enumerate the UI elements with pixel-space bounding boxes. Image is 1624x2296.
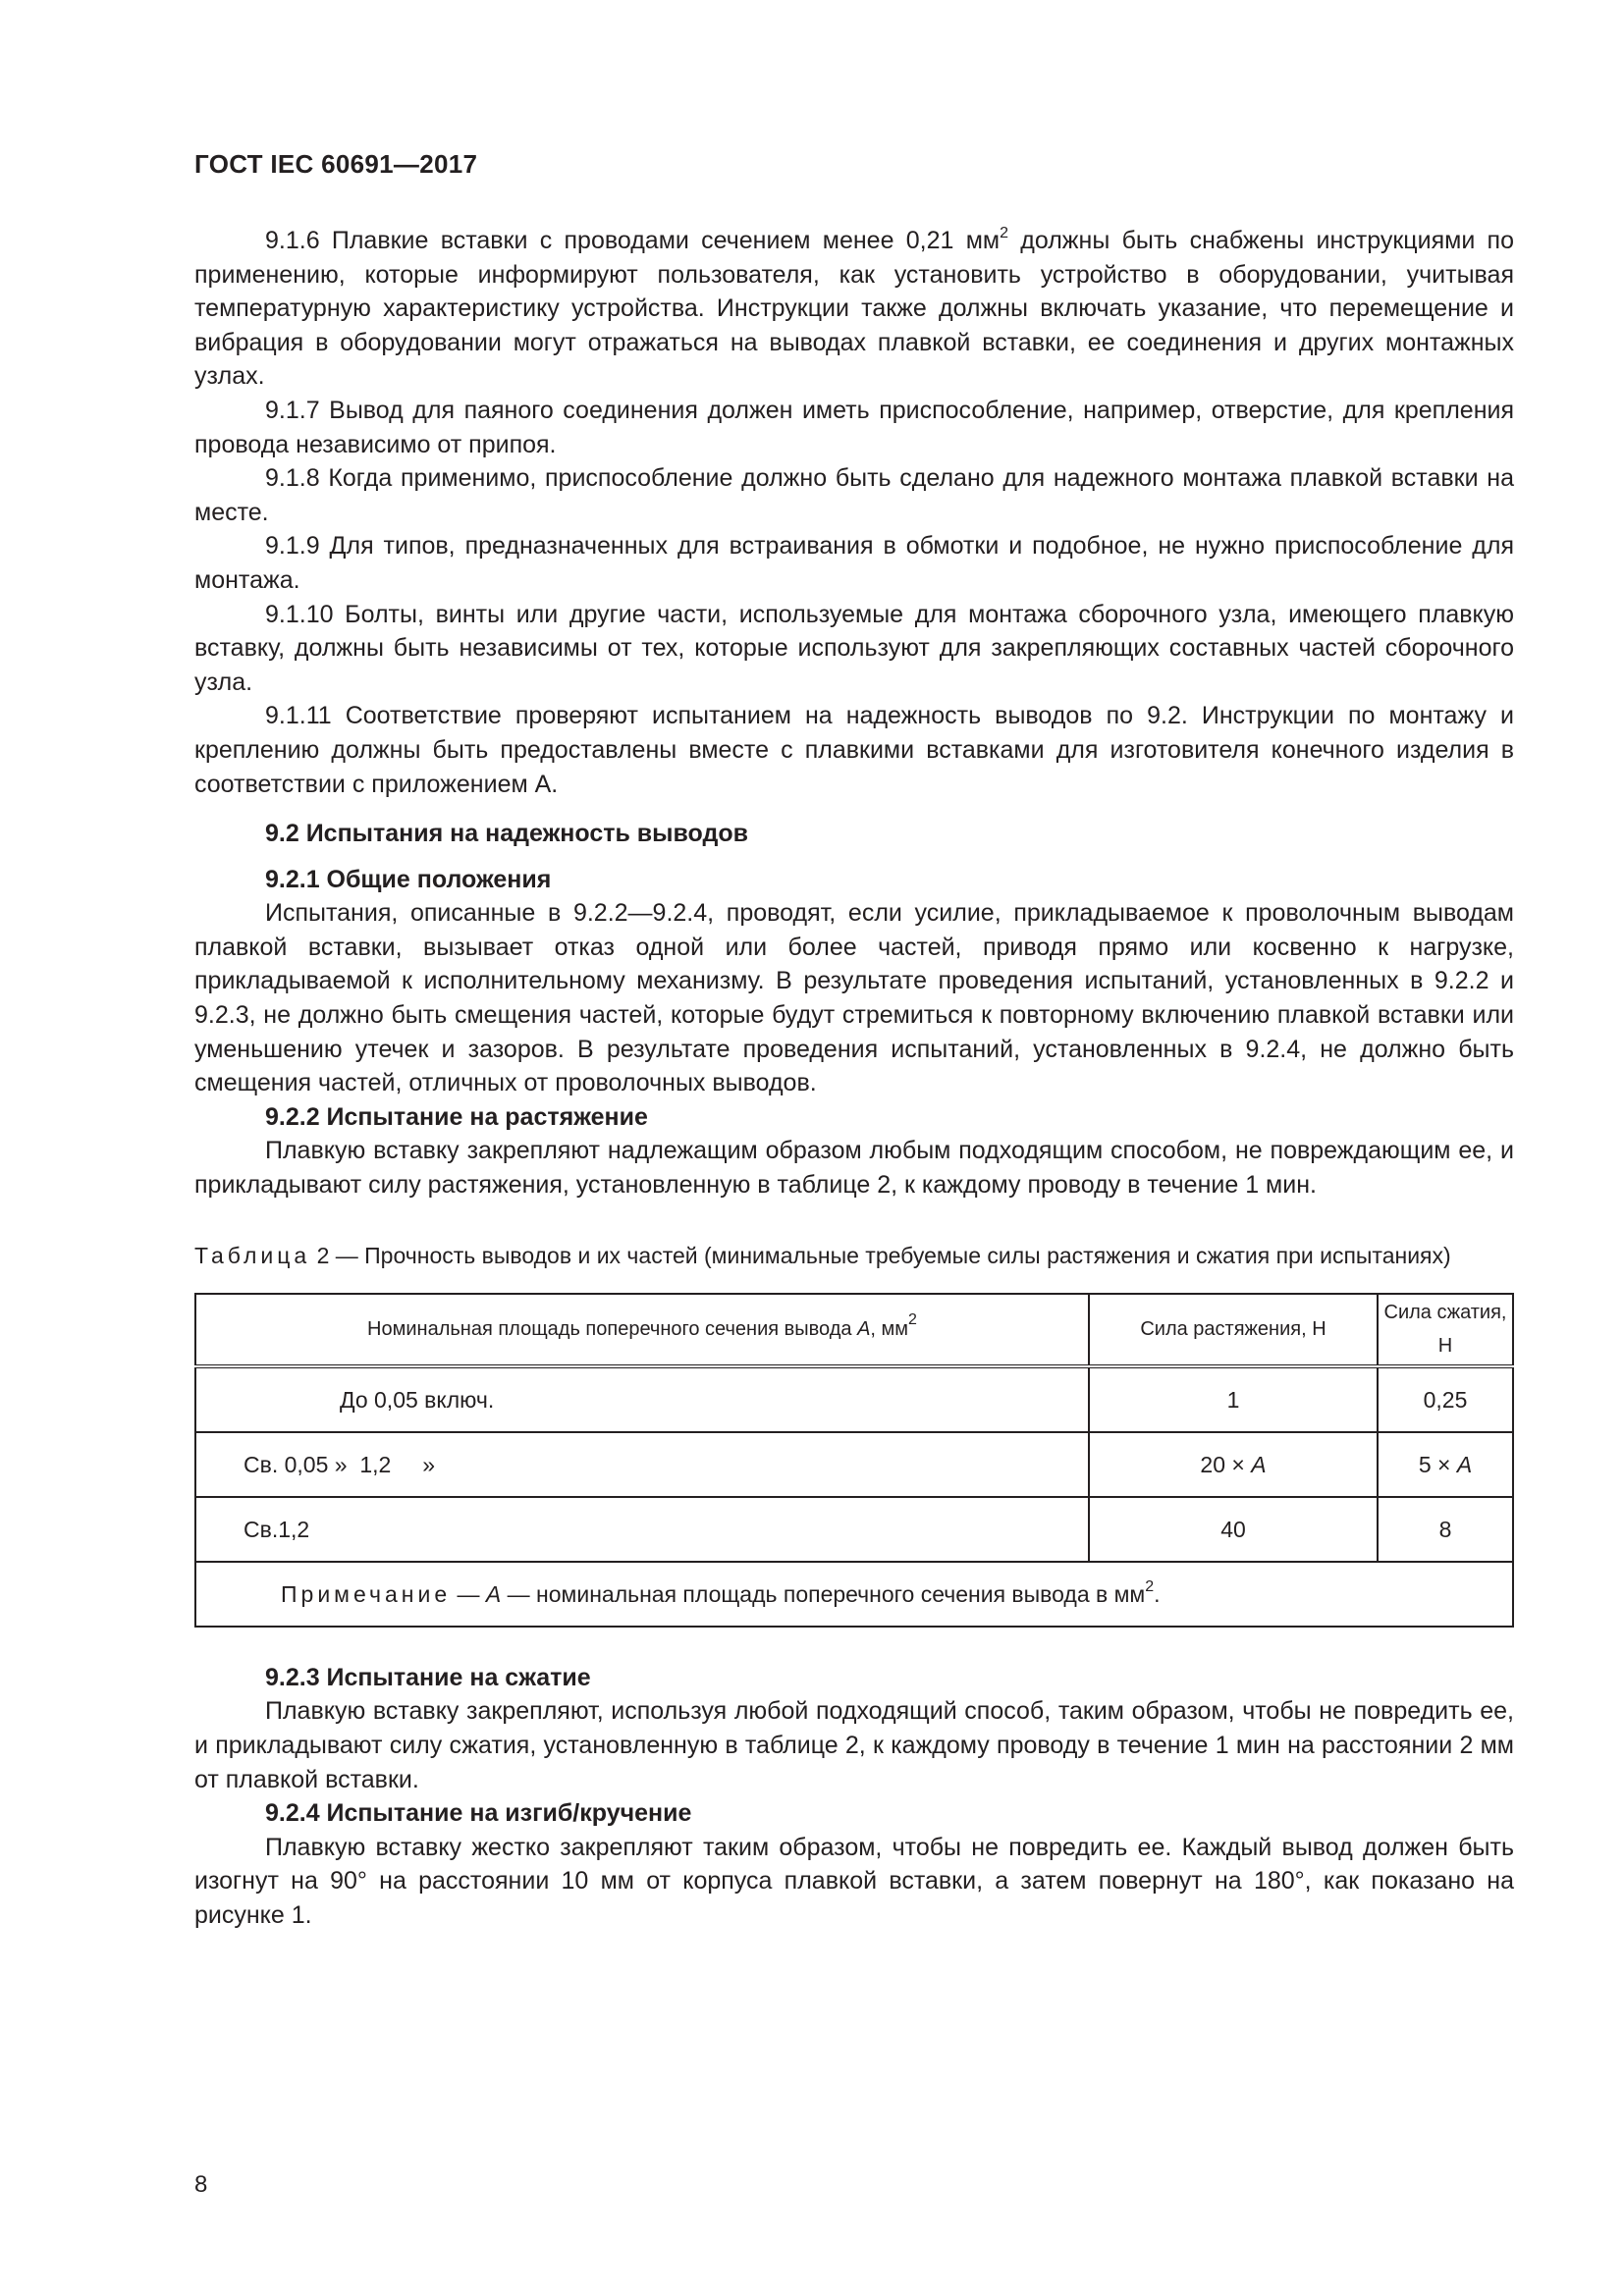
table-row	[195, 1366, 1513, 1432]
table-row	[195, 1432, 1513, 1497]
note-label: Примечание	[281, 1580, 452, 1607]
paragraph-9-1-10: 9.1.10 Болты, винты или другие части, используемые для монтажа сборочного узла, имеющего плавкую вставку, должны быть независимы от тех, которые используют для закрепляющих составных частей сборочного узла.	[194, 600, 1514, 696]
subsection-heading-9-2-1: 9.2.1 Общие положения	[265, 865, 552, 893]
header-cell-compression: Сила сжатия, Н	[1378, 1294, 1513, 1366]
document-body	[194, 224, 1514, 1933]
note-variable: A	[485, 1580, 502, 1607]
table-header-row	[195, 1294, 1513, 1366]
cell-compression-variable: A	[1456, 1451, 1473, 1477]
cell-compression: 8	[1378, 1497, 1513, 1562]
cell-area: Св.1,2	[195, 1497, 1089, 1562]
header-area-variable: A	[857, 1317, 871, 1340]
table-caption-text: 2 — Прочность выводов и их частей (минимальные требуемые силы растяжения и сжатия при испытаниях)	[310, 1242, 1451, 1268]
table-note-row	[195, 1562, 1513, 1627]
page-number: 8	[194, 2171, 208, 2198]
header-area-unit: , мм	[870, 1317, 909, 1340]
cell-compression-value: 5 ×	[1418, 1451, 1457, 1477]
header-cell-area	[195, 1294, 1089, 1366]
note-dash: —	[451, 1580, 486, 1607]
paragraph-9-2-1: Испытания, описанные в 9.2.2—9.2.4, проводят, если усилие, прикладываемое к проволочным выводам плавкой вставки, вызывает отказ одной или более частей, приводя прямо или косвенно к нагрузке, прикладываемой к исполнительному механизму. В результате проведения испытаний, установленных в 9.2.2 и 9.2.3, не должно быть смещения частей, которые будут стремиться к повторному включению плавкой вставки или уменьшению утечек и зазоров. В результате проведения испытаний, установленных в 9.2.4, не должно быть смещения частей, отличных от проволочных выводов.	[194, 899, 1514, 1097]
paragraph-9-1-8: 9.1.8 Когда применимо, приспособление должно быть сделано для надежного монтажа плавкой вставки на месте.	[194, 464, 1514, 526]
after-table-block	[194, 1661, 1514, 1933]
table-row	[195, 1497, 1513, 1562]
note-end: .	[1154, 1580, 1161, 1607]
cell-compression	[1378, 1432, 1513, 1497]
cell-area: До 0,05 включ.	[195, 1366, 1089, 1432]
cell-tension: 40	[1089, 1497, 1378, 1562]
section-heading-9-2: 9.2 Испытания на надежность выводов	[265, 820, 749, 848]
table-caption-label: Таблица	[194, 1242, 311, 1268]
subsection-heading-9-2-3: 9.2.3 Испытание на сжатие	[265, 1663, 591, 1691]
cell-tension-value: 20 ×	[1200, 1451, 1252, 1477]
standard-header: ГОСТ IEC 60691—2017	[194, 149, 478, 179]
cell-tension-variable: A	[1251, 1451, 1267, 1477]
paragraph-9-2-3: Плавкую вставку закрепляют, используя любой подходящий способ, таким образом, чтобы не повредить ее, и прикладывают силу сжатия, установленную в таблице 2, к каждому проводу в течение 1 мин на расстоянии 2 мм от плавкой вставки.	[194, 1697, 1514, 1793]
subsection-heading-9-2-4: 9.2.4 Испытание на изгиб/кручение	[265, 1799, 692, 1828]
paragraph-9-1-6-end: должны быть снабжены инструкциями по применению, которые информируют пользователя, как установить устройство в оборудовании, учитывая температурную характеристику устройства. Инструкции также должны включать указание, что перемещение и вибрация в оборудовании могут отражаться на выводах плавкой вставки, ее соединения и других монтажных узлах.	[194, 227, 1515, 391]
table-note	[195, 1562, 1513, 1627]
paragraph-9-2-2: Плавкую вставку закрепляют надлежащим образом любым подходящим способом, не повреждающим ее, и прикладывают силу растяжения, установленную в таблице 2, к каждому проводу в течение 1 мин.	[194, 1137, 1514, 1200]
paragraph-9-1-6-start: 9.1.6 Плавкие вставки с проводами сечением менее 0,21 мм	[265, 227, 1001, 254]
paragraph-9-1-6	[194, 224, 1514, 394]
cell-area: Св. 0,05 » 1,2 »	[195, 1432, 1089, 1497]
cell-compression: 0,25	[1378, 1366, 1513, 1432]
superscript: 2	[1000, 225, 1008, 241]
paragraph-9-1-7: 9.1.7 Вывод для паяного соединения должен иметь приспособление, например, отверстие, для крепления провода независимо от припоя.	[194, 396, 1514, 458]
superscript: 2	[908, 1310, 917, 1328]
superscript: 2	[1145, 1577, 1155, 1595]
cell-tension	[1089, 1432, 1378, 1497]
subsection-heading-9-2-2: 9.2.2 Испытание на растяжение	[265, 1102, 648, 1131]
table-2	[194, 1293, 1514, 1628]
header-area-text: Номинальная площадь поперечного сечения вывода	[367, 1317, 858, 1340]
header-cell-tension: Сила растяжения, Н	[1089, 1294, 1378, 1366]
table-caption	[194, 1240, 1514, 1271]
cell-tension: 1	[1089, 1366, 1378, 1432]
paragraph-9-2-4: Плавкую вставку жестко закрепляют таким образом, чтобы не повредить ее. Каждый вывод должен быть изогнут на 90° на расстоянии 10 мм от корпуса плавкой вставки, а затем повернут на 180°, как показано на рисунке 1.	[194, 1833, 1514, 1929]
paragraph-9-1-11: 9.1.11 Соответствие проверяют испытанием на надежность выводов по 9.2. Инструкции по монтажу и креплению должны быть предоставлены вместе с плавкими вставками для изготовителя конечного изделия в соответствии с приложением А.	[194, 702, 1514, 798]
paragraph-9-1-9: 9.1.9 Для типов, предназначенных для встраивания в обмотки и подобное, не нужно приспособление для монтажа.	[194, 532, 1514, 594]
note-text: — номинальная площадь поперечного сечения вывода в мм	[501, 1580, 1146, 1607]
